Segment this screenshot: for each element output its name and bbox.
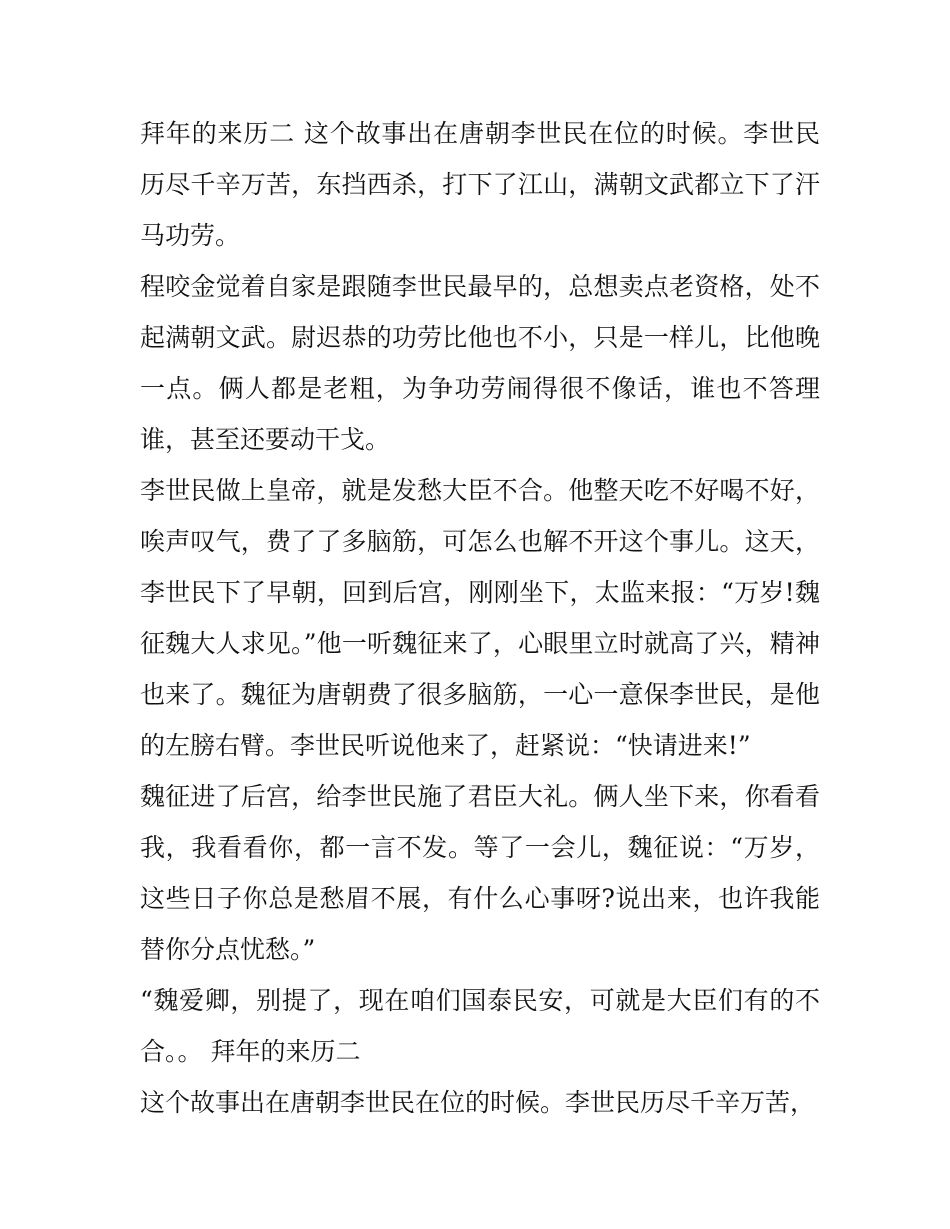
paragraph-1: 拜年的来历二 这个故事出在唐朝李世民在位的时候。李世民历尽千辛万苦，东挡西杀，打下了江山，满朝文武都立下了汗马功劳。 [140,119,820,250]
document-body [140,108,820,1128]
paragraph-2: 程咬金觉着自家是跟随李世民最早的，总想卖点老资格，处不起满朝文武。尉迟恭的功劳比他也不小，只是一样儿，比他晚一点。俩人都是老粗，为争功劳闹得很不像话，谁也不答理谁，甚至还要动干戈。 [140,272,820,454]
paragraph-3: 李世民做上皇帝，就是发愁大臣不合。他整天吃不好喝不好，唉声叹气，费了了多脑筋，可怎么也解不开这个事儿。这天，李世民下了早朝，回到后宫，刚刚坐下，太监来报：“万岁!魏征魏大人求见。”他一听魏征来了，心眼里立时就高了兴，精神也来了。魏征为唐朝费了很多脑筋，一心一意保李世民，是他的左膀右臂。李世民听说他来了，赶紧说：“快请进来!” [140,476,820,760]
paragraph-6: 这个故事出在唐朝李世民在位的时候。李世民历尽千辛万苦， [140,1088,816,1117]
paragraph-5: “魏爱卿，别提了，现在咱们国泰民安，可就是大臣们有的不合。。 拜年的来历二 [140,986,820,1066]
paragraph-4: 魏征进了后宫，给李世民施了君臣大礼。俩人坐下来，你看看我，我看看你，都一言不发。等了一会儿，魏征说：“万岁，这些日子你总是愁眉不展，有什么心事呀?说出来，也许我能替你分点忧愁。” [140,782,820,964]
